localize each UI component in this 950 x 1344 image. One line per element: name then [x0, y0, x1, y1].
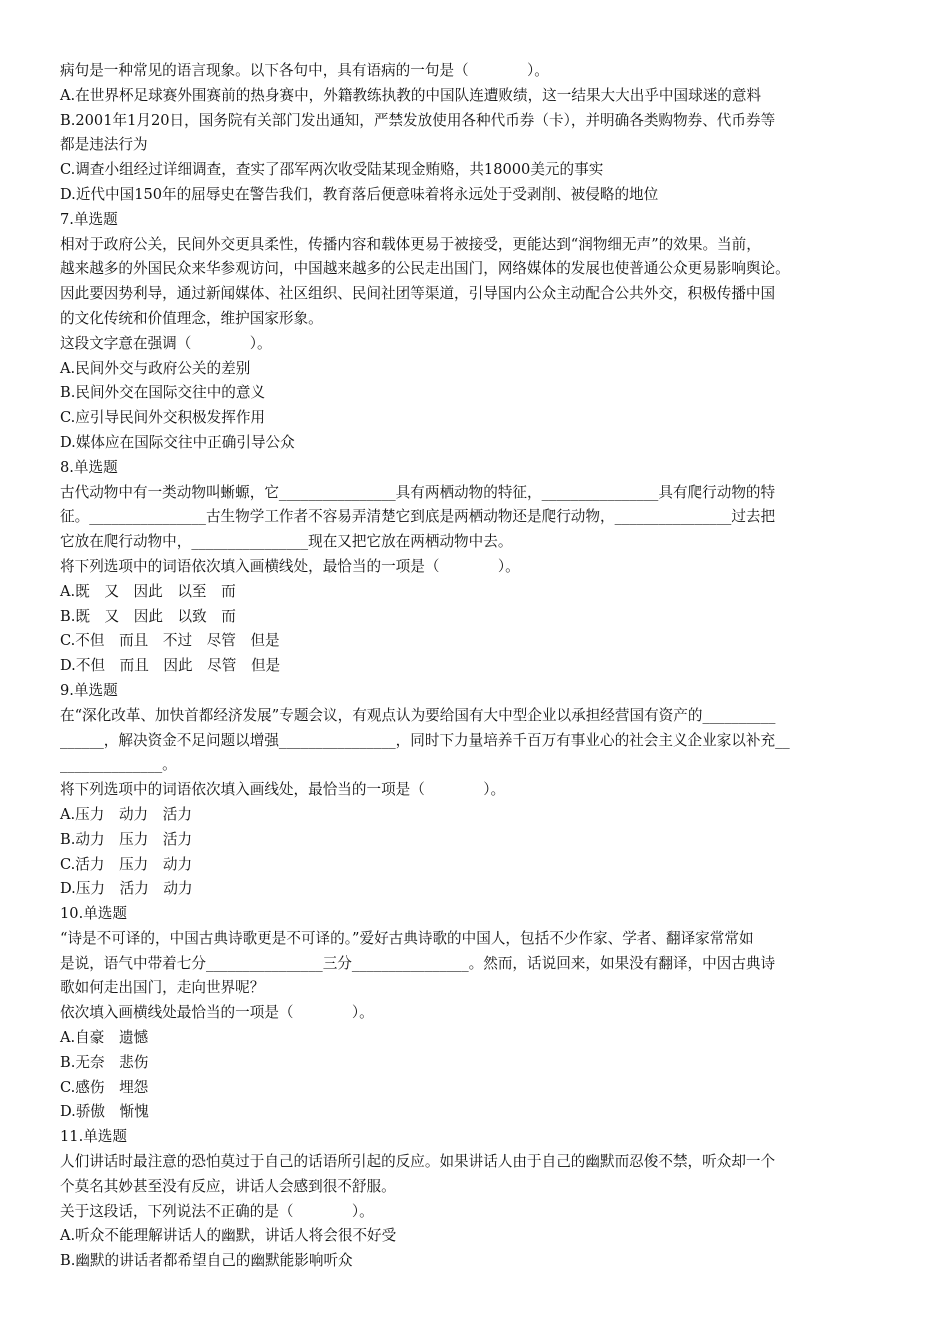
text-line: 病句是一种常见的语言现象。以下各句中，具有语病的一句是（ ）。: [60, 62, 549, 79]
text-line: 将下列选项中的词语依次填入画线处，最恰当的一项是（ ）。: [60, 781, 506, 799]
text-line: B.民间外交在国际交往中的意义: [60, 384, 266, 402]
text-line: A.听众不能理解讲话人的幽默，讲话人将会很不好受: [60, 1227, 397, 1245]
text-line: 10.单选题: [60, 905, 127, 923]
text-line: 是说，语气中带着七分________________三分________________。然而，话说回来，如果没有翻译，中因古典诗: [60, 954, 776, 972]
text-line: C.活力 压力 动力: [60, 855, 193, 873]
text-line: 越来越多的外国民众来华参观访问，中国越来越多的公民走出国门，网络媒体的发展也使普通公众更易影响舆论。: [60, 260, 790, 278]
text-line: D.近代中国150年的屈辱史在警告我们，教育落后便意味着将永远处于受剥削、被侵略的地位: [60, 185, 659, 203]
text-line: 个莫名其妙甚至没有反应，讲话人会感到很不舒服。: [60, 1177, 396, 1195]
text-line: 歌如何走出国门，走向世界呢？: [60, 979, 265, 997]
text-line: 它放在爬行动物中，________________现在又把它放在两栖动物中去。: [60, 533, 513, 551]
text-line: A.压力 动力 活力: [60, 805, 192, 823]
text-line: 相对于政府公关，民间外交更具柔性，传播内容和载体更易于被接受，更能达到“润物细无声”的效果。当前，: [60, 235, 761, 253]
text-line: 的文化传统和价值理念，维护国家形象。: [60, 309, 323, 327]
text-line: 将下列选项中的词语依次填入画横线处，最恰当的一项是（ ）。: [60, 557, 520, 575]
text-line: 人们讲话时最注意的恐怕莫过于自己的话语所引起的反应。如果讲话人由于自己的幽默而忍俊不禁，听众却一个: [60, 1153, 776, 1171]
text-line: A.自豪 遗憾: [60, 1029, 149, 1047]
text-line: 在“深化改革、加快首都经济发展”专题会议，有观点认为要给国有大中型企业以承担经营国有资产的__________: [60, 706, 776, 724]
text-line: D.压力 活力 动力: [60, 880, 193, 898]
text-line: C.感伤 埋怨: [60, 1078, 149, 1096]
text-line: B.无奈 悲伤: [60, 1053, 149, 1071]
text-line: 古代动物中有一类动物叫蜥螈，它________________具有两栖动物的特征，________________具有爬行动物的特: [60, 483, 776, 501]
text-line: ______________。: [60, 756, 177, 774]
text-line: 9.单选题: [60, 681, 118, 699]
text-line: 8.单选题: [60, 458, 118, 476]
text-line: 这段文字意在强调（ ）。: [60, 334, 272, 352]
text-line: A.既 又 因此 以至 而: [60, 582, 236, 600]
text-line: C.调查小组经过详细调查，查实了邵军两次收受陆某现金贿赂，共18000美元的事实: [60, 161, 604, 179]
text-line: “诗是不可译的，中国古典诗歌更是不可译的。”爱好古典诗歌的中国人，包括不少作家、学者、翻译家常常如: [60, 929, 754, 947]
text-line: D.不但 而且 因此 尽管 但是: [60, 657, 281, 675]
text-line: A.在世界杯足球赛外围赛前的热身赛中，外籍教练执教的中国队连遭败绩，这一结果大大出乎中国球迷的意料: [60, 86, 762, 104]
text-line: C.不但 而且 不过 尽管 但是: [60, 632, 280, 650]
text-line: B.动力 压力 活力: [60, 830, 193, 848]
text-line: 都是违法行为: [60, 136, 148, 154]
text-line: 11.单选题: [60, 1128, 127, 1146]
text-line: B.幽默的讲话者都希望自己的幽默能影响听众: [60, 1252, 353, 1270]
text-line: D.媒体应在国际交往中正确引导公众: [60, 433, 295, 451]
text-line: C.应引导民间外交积极发挥作用: [60, 409, 266, 427]
text-line: B.既 又 因此 以致 而: [60, 607, 236, 625]
text-line: 征。________________古生物学工作者不容易弄清楚它到底是两栖动物还是爬行动物，________________过去把: [60, 508, 776, 526]
text-line: ______，解决资金不足问题以增强________________，同时下力量培养千百万有事业心的社会主义企业家以补充__: [60, 731, 790, 749]
text-line: 7.单选题: [60, 210, 118, 228]
text-line: B.2001年1月20日，国务院有关部门发出通知，严禁发放使用各种代币券（卡），并明确各类购物券、代币券等: [60, 111, 776, 129]
text-line: 因此要因势利导，通过新闻媒体、社区组织、民间社团等渠道，引导国内公众主动配合公共外交，积极传播中国: [60, 285, 776, 303]
text-line: D.骄傲 惭愧: [60, 1103, 149, 1121]
text-line: 依次填入画横线处最恰当的一项是（ ）。: [60, 1004, 374, 1022]
document-page: [60, 59, 898, 1274]
text-line: 关于这段话，下列说法不正确的是（ ）。: [60, 1202, 374, 1220]
text-line: A.民间外交与政府公关的差别: [60, 359, 251, 377]
